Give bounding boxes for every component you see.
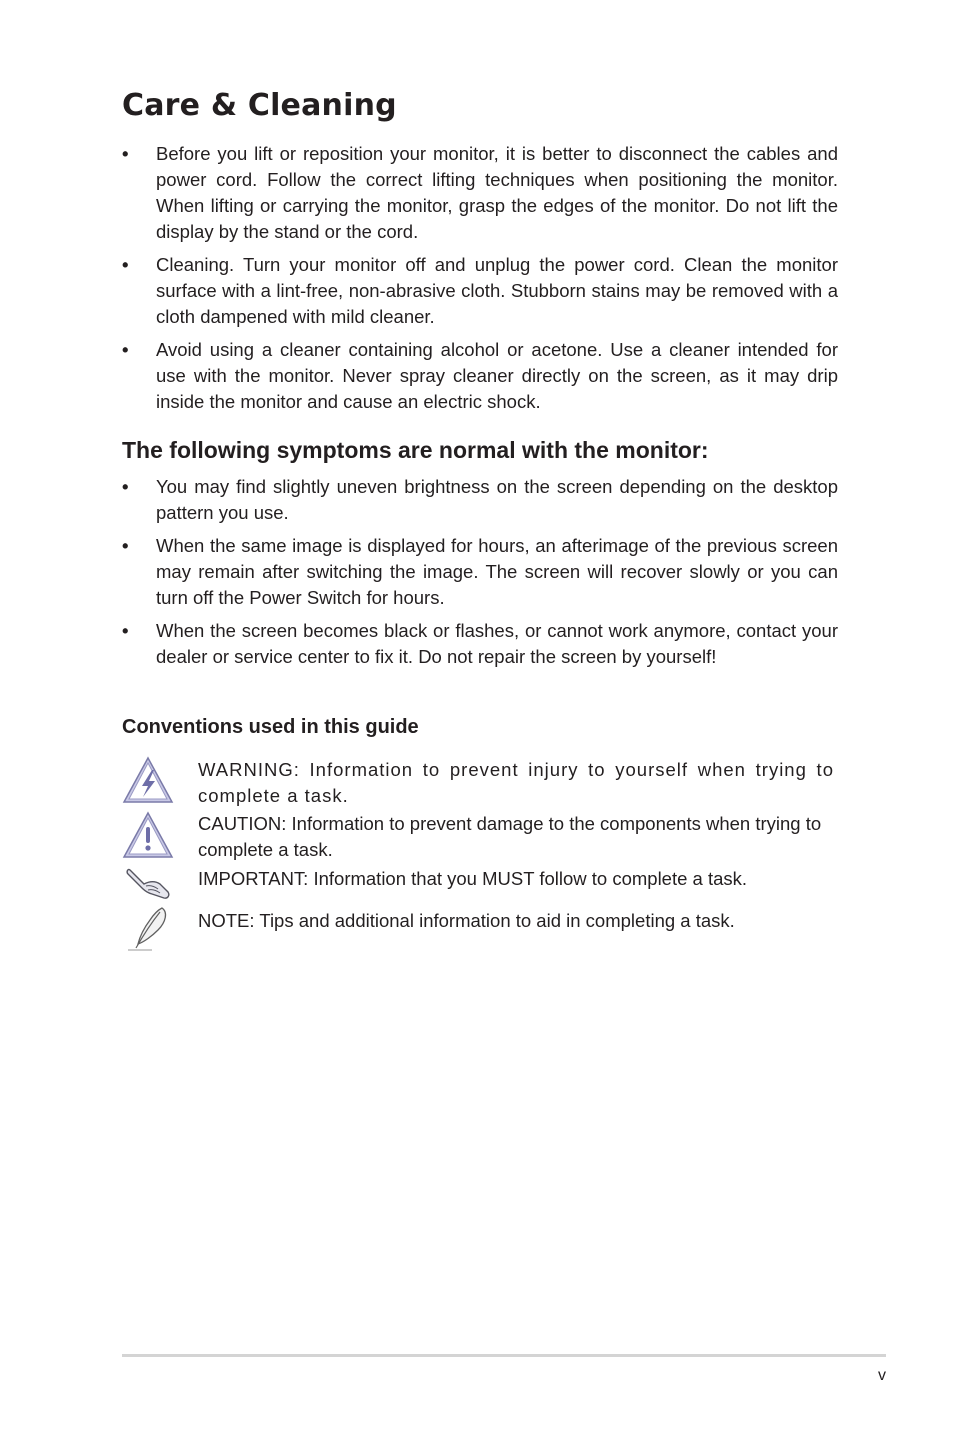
page-number: v xyxy=(878,1367,886,1384)
symptoms-heading: The following symptoms are normal with the monitor: xyxy=(122,437,709,463)
list-item xyxy=(122,252,838,330)
bullet-icon: • xyxy=(122,476,129,497)
bullet-icon: • xyxy=(122,535,129,556)
conventions-heading: Conventions used in this guide xyxy=(122,716,419,738)
bullet-icon: • xyxy=(122,339,129,360)
bullet-icon: • xyxy=(122,620,129,641)
important-text: IMPORTANT: Information that you MUST follow to complete a task. xyxy=(198,868,748,889)
warning-text: WARNING: Information to prevent injury to yourself when trying to complete a task. xyxy=(198,759,834,806)
list-item xyxy=(122,533,838,611)
lightning-warning-icon xyxy=(122,756,174,806)
list-item xyxy=(122,618,838,670)
list-item xyxy=(122,141,838,245)
care-list xyxy=(122,141,838,422)
bullet-icon: • xyxy=(122,143,129,164)
footer-divider xyxy=(122,1354,886,1357)
exclamation-caution-icon xyxy=(122,811,174,861)
quill-note-icon xyxy=(122,906,174,954)
list-item xyxy=(122,337,838,415)
list-item-text: Before you lift or reposition your monitor, it is better to disconnect the cables and power cord. Follow the correct lifting techniques when positioning the monitor. When lifting or carrying the monitor, grasp the edges of the monitor. Do not lift the display by the stand or the cord. xyxy=(156,143,838,242)
bullet-icon: • xyxy=(122,254,129,275)
list-item-text: When the same image is displayed for hours, an afterimage of the previous screen may remain after switching the image. The screen will recover slowly or you can turn off the Power Switch for hours. xyxy=(156,535,838,608)
list-item-text: Avoid using a cleaner containing alcohol or acetone. Use a cleaner intended for use with the monitor. Never spray cleaner directly on the screen, as it may drip inside the monitor and cause an electric shock. xyxy=(156,339,838,412)
list-item-text: You may find slightly uneven brightness on the screen depending on the desktop pattern you use. xyxy=(156,476,838,523)
note-text: NOTE: Tips and additional information to aid in completing a task. xyxy=(198,910,735,931)
list-item-text: When the screen becomes black or flashes, or cannot work anymore, contact your dealer or service center to fix it. Do not repair the screen by yourself! xyxy=(156,620,838,667)
list-item-text: Cleaning. Turn your monitor off and unplug the power cord. Clean the monitor surface with a lint-free, non-abrasive cloth. Stubborn stains may be removed with a cloth dampened with mild cleaner. xyxy=(156,254,838,327)
caution-text: CAUTION: Information to prevent damage to the components when trying to complete a task. xyxy=(198,813,822,860)
hand-important-icon xyxy=(122,864,174,904)
list-item xyxy=(122,474,838,526)
symptoms-list xyxy=(122,474,838,677)
page-title: Care & Cleaning xyxy=(122,88,397,123)
